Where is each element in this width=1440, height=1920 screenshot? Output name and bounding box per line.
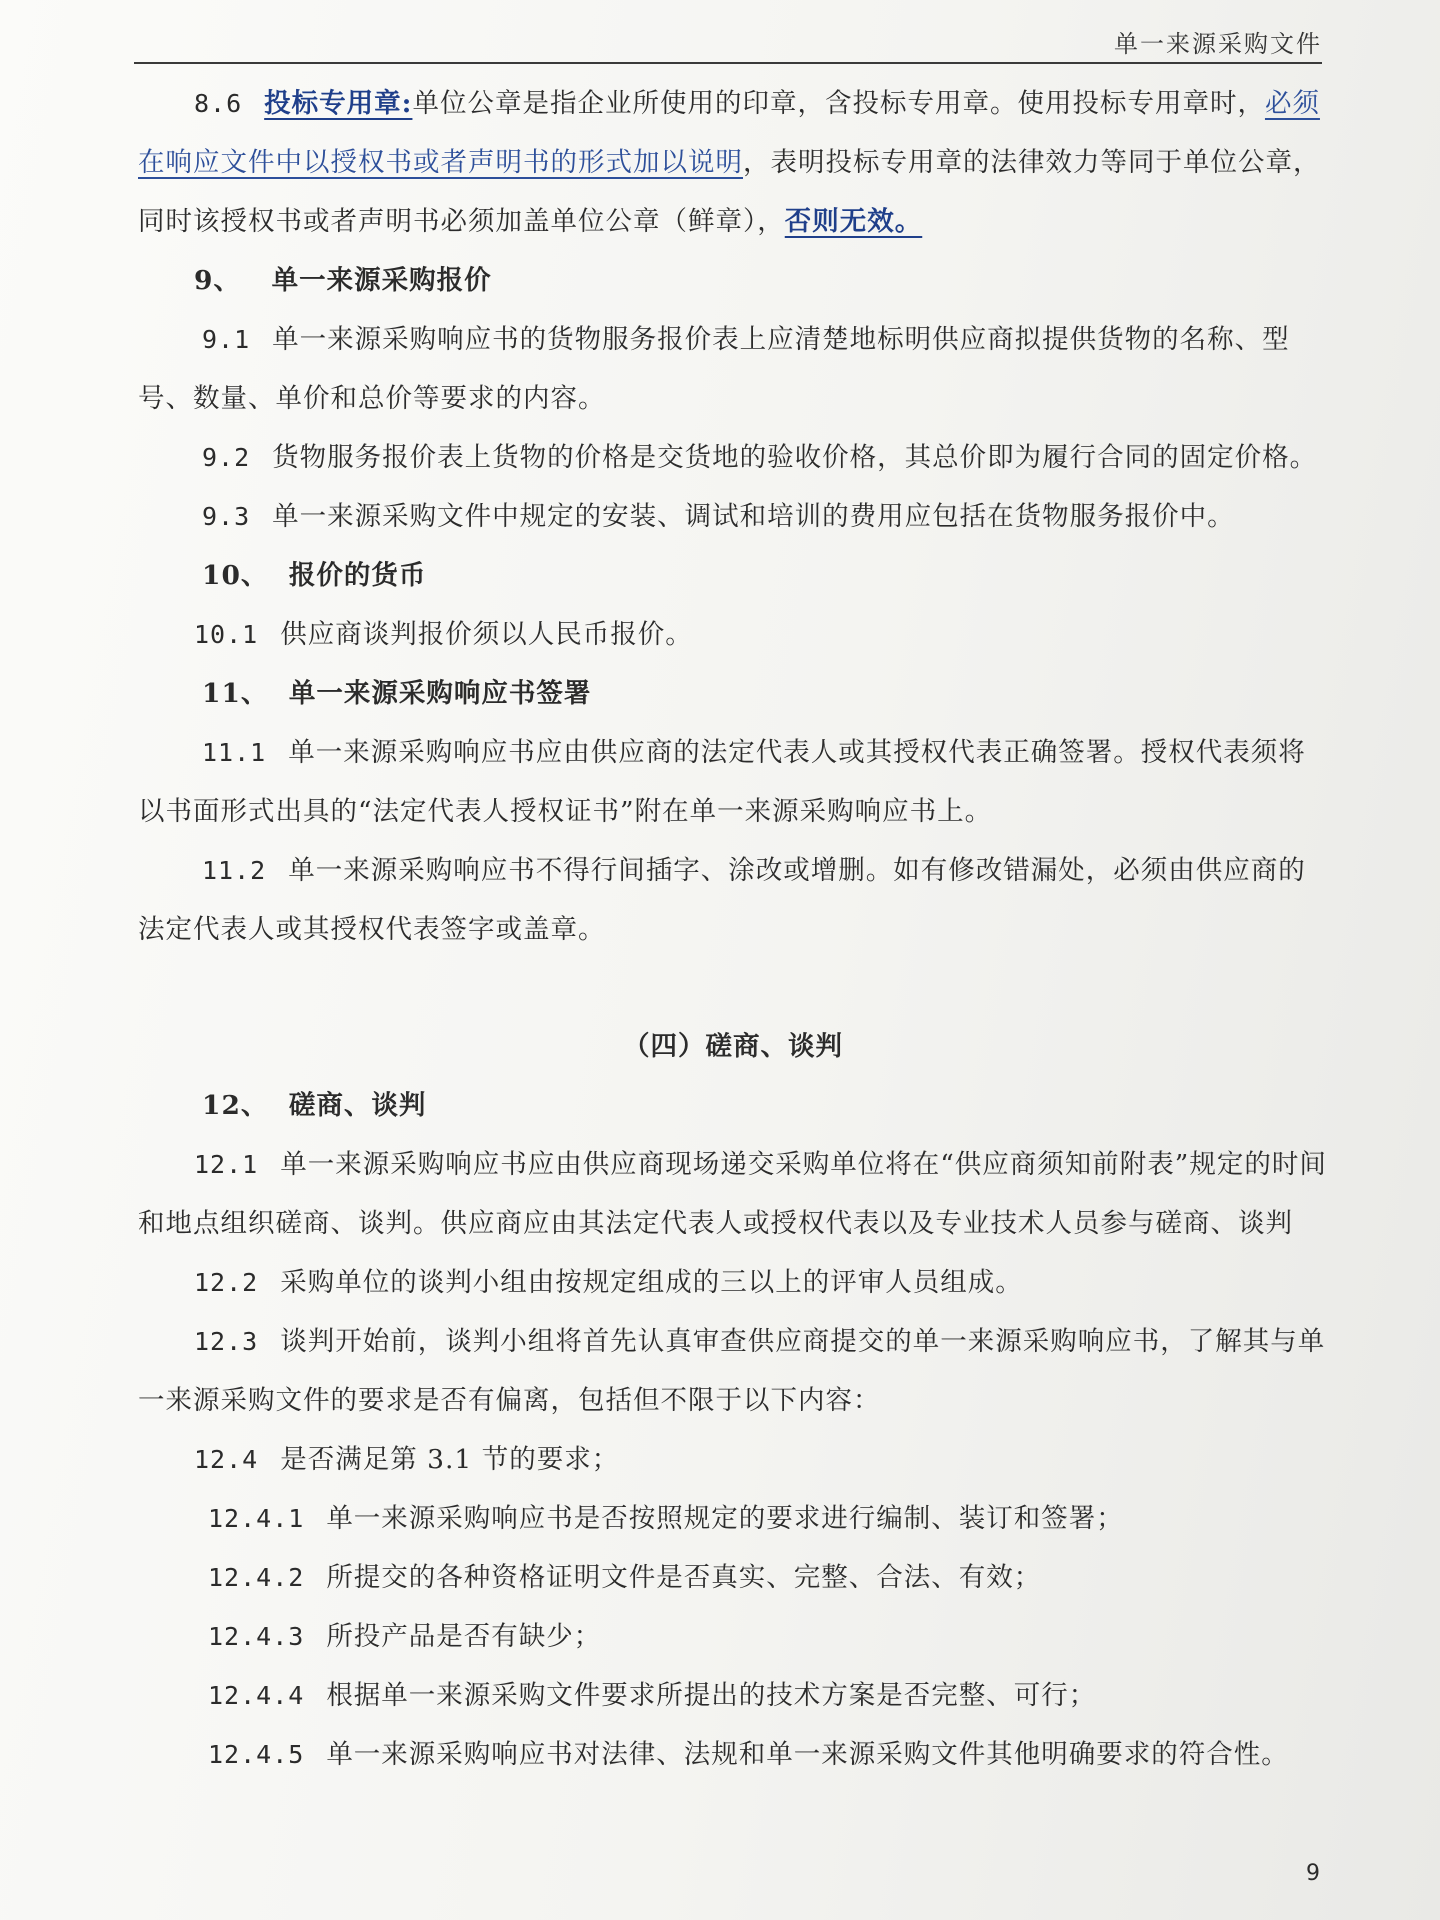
clause-12-3 bbox=[138, 1312, 1328, 1430]
clause-number: 10.1 bbox=[194, 620, 259, 649]
section-heading-10 bbox=[138, 546, 1328, 605]
section-title: 单一来源采购报价 bbox=[271, 265, 492, 296]
clause-number: 9.1 bbox=[202, 325, 251, 354]
clause-number: 12.1 bbox=[194, 1150, 259, 1179]
header-rule bbox=[134, 62, 1322, 64]
clause-link-text: 必须在响应文件中以授权书或者声明书的形式加以说明 bbox=[138, 88, 1320, 178]
section-title: 磋商、谈判 bbox=[288, 1090, 427, 1121]
clause-text: 单一来源采购响应书不得行间插字、涂改或增删。如有修改错漏处，必须由供应商的法定代表人或其授权代表签字或盖章。 bbox=[138, 855, 1306, 945]
clause-number: 9.3 bbox=[202, 502, 251, 531]
clause-9-2 bbox=[138, 428, 1328, 487]
clause-text: 所提交的各种资格证明文件是否真实、完整、合法、有效； bbox=[326, 1562, 1042, 1593]
clause-text: 单一来源采购响应书的货物服务报价表上应清楚地标明供应商拟提供货物的名称、型号、数量、单价和总价等要求的内容。 bbox=[138, 324, 1290, 414]
clause-text: 单一来源采购响应书应由供应商现场递交采购单位将在“供应商须知前附表”规定的时间和地点组织磋商、谈判。供应商应由其法定代表人或授权代表以及专业技术人员参与磋商、谈判 bbox=[138, 1149, 1327, 1239]
clause-12-4-2 bbox=[138, 1548, 1328, 1607]
clause-emphasis: 否则无效。 bbox=[784, 206, 923, 237]
section-number: 12、 bbox=[202, 1090, 269, 1121]
clause-lead-term: 投标专用章: bbox=[264, 88, 413, 119]
clause-10-1 bbox=[138, 605, 1328, 664]
clause-text: 单一来源采购响应书对法律、法规和单一来源采购文件其他明确要求的符合性。 bbox=[326, 1739, 1289, 1770]
clause-9-3 bbox=[138, 487, 1328, 546]
clause-number: 12.4 bbox=[194, 1445, 259, 1474]
clause-12-4-3 bbox=[138, 1607, 1328, 1666]
clause-text: 根据单一来源采购文件要求所提出的技术方案是否完整、可行； bbox=[326, 1680, 1097, 1711]
clause-text: 货物服务报价表上货物的价格是交货地的验收价格，其总价即为履行合同的固定价格。 bbox=[272, 442, 1318, 473]
clause-number: 11.2 bbox=[202, 856, 267, 885]
clause-12-1 bbox=[138, 1135, 1328, 1253]
clause-number: 11.1 bbox=[202, 738, 267, 767]
clause-text: 谈判开始前，谈判小组将首先认真审查供应商提交的单一来源采购响应书，了解其与单一来源采购文件的要求是否有偏离，包括但不限于以下内容： bbox=[138, 1326, 1326, 1416]
section-number: 11、 bbox=[202, 678, 269, 709]
clause-12-4-4 bbox=[138, 1666, 1328, 1725]
section-heading-11 bbox=[138, 664, 1328, 723]
clause-8-6 bbox=[138, 74, 1328, 251]
section-number: 9、 bbox=[194, 265, 241, 296]
clause-text: 采购单位的谈判小组由按规定组成的三以上的评审人员组成。 bbox=[280, 1267, 1023, 1298]
clause-number: 9.2 bbox=[202, 443, 251, 472]
clause-text: 供应商谈判报价须以人民币报价。 bbox=[280, 619, 693, 650]
clause-text: 所投产品是否有缺少； bbox=[326, 1621, 602, 1652]
clause-12-4-5 bbox=[138, 1725, 1328, 1784]
running-header: 单一来源采购文件 bbox=[1114, 30, 1322, 58]
clause-number: 12.4.3 bbox=[208, 1622, 305, 1651]
clause-number: 12.3 bbox=[194, 1327, 259, 1356]
clause-text: ，表明投标专用章的法律效力等同于单位公章，同时该授权书或者声明书必须加盖单位公章（鲜章）， bbox=[138, 147, 1321, 237]
clause-number: 12.4.1 bbox=[208, 1504, 305, 1533]
document-body bbox=[138, 74, 1328, 1784]
section-gap bbox=[138, 959, 1328, 1017]
clause-number: 12.4.4 bbox=[208, 1681, 305, 1710]
clause-9-1 bbox=[138, 310, 1328, 428]
section-heading-9 bbox=[138, 251, 1328, 310]
clause-12-4 bbox=[138, 1430, 1328, 1489]
clause-12-2 bbox=[138, 1253, 1328, 1312]
clause-text: 是否满足第 3.1 节的要求； bbox=[280, 1444, 620, 1475]
clause-number: 12.2 bbox=[194, 1268, 259, 1297]
clause-number: 12.4.5 bbox=[208, 1740, 305, 1769]
section-title: 单一来源采购响应书签署 bbox=[288, 678, 592, 709]
clause-text: 单一来源采购文件中规定的安装、调试和培训的费用应包括在货物服务报价中。 bbox=[272, 501, 1235, 532]
section-number: 10、 bbox=[202, 560, 269, 591]
clause-number: 8.6 bbox=[194, 89, 243, 118]
page-number: 9 bbox=[1306, 1861, 1320, 1886]
clause-text: 单一来源采购响应书应由供应商的法定代表人或其授权代表正确签署。授权代表须将以书面形式出具的“法定代表人授权证书”附在单一来源采购响应书上。 bbox=[138, 737, 1306, 827]
clause-text: 单一来源采购响应书是否按照规定的要求进行编制、装订和签署； bbox=[326, 1503, 1124, 1534]
clause-11-1 bbox=[138, 723, 1328, 841]
clause-text: 单位公章是指企业所使用的印章，含投标专用章。使用投标专用章时， bbox=[412, 88, 1265, 119]
clause-12-4-1 bbox=[138, 1489, 1328, 1548]
part-heading: （四）磋商、谈判 bbox=[623, 1031, 843, 1062]
section-title: 报价的货币 bbox=[288, 560, 427, 591]
clause-number: 12.4.2 bbox=[208, 1563, 305, 1592]
clause-11-2 bbox=[138, 841, 1328, 959]
section-heading-12 bbox=[138, 1076, 1328, 1135]
